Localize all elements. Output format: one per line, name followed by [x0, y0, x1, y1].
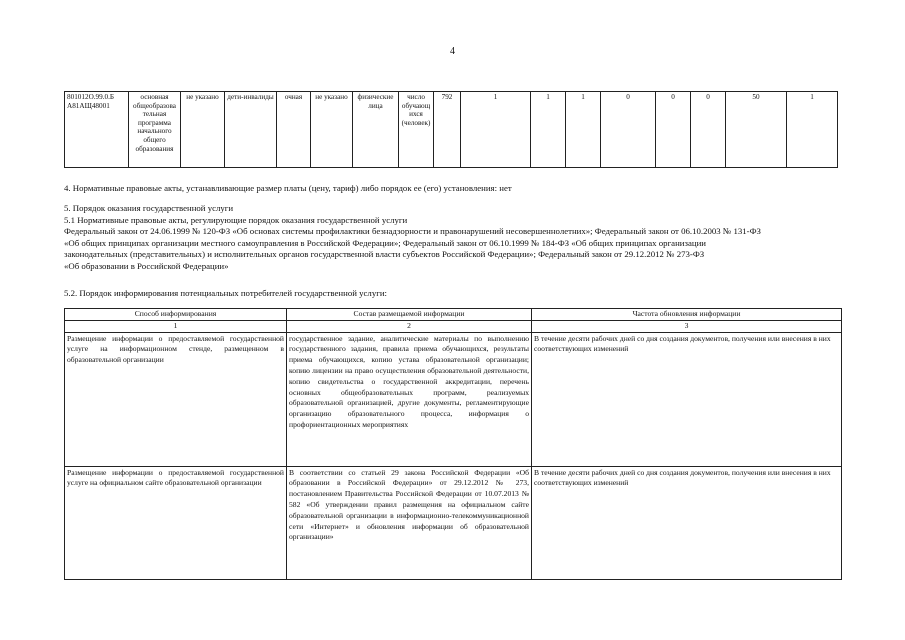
column-header: Частота обновления информации [532, 309, 842, 321]
consumer-cell: физические лица [353, 92, 399, 168]
column-number-row [65, 320, 842, 332]
registry-number-cell: 801012О.99.0.Б А81АЩ48001 [65, 92, 129, 168]
content-cell: государственное задание, аналитические материалы по выполнению государственного задания, правила приема обучающихся, результаты приема обучающихся, копию устава образовательной организации; копию лицензии на право осуществления образовательной деятельности, копию свидетельства о государственной аккредитации, перечень основных общеобразовательных программ, реализуемых образовательной организацией, другие документы, регламентирующие организацию образовательного процесса, информация о профориентационных мероприятиях [287, 332, 532, 466]
page-number: 4 [450, 46, 455, 57]
value-cell: 1 [531, 92, 566, 168]
category-cell: дети-инвалиды [225, 92, 277, 168]
frequency-cell: В течение десяти рабочих дней со дня создания документов, получения или внесения в них соответствующих изменений [532, 332, 842, 466]
method-cell: Размещение информации о предоставляемой государственной услуге на официальном сайте образовательной организации [65, 466, 287, 579]
law-line: Федеральный закон от 24.06.1999 № 120-ФЗ «Об основах системы профилактики безнадзорности и правонарушений несовершеннолетних»; Федеральный закон от 06.10.2003 № 131-ФЗ [64, 226, 761, 237]
program-cell: основная общеобразова тельная программа начального общего образования [129, 92, 181, 168]
table-cell: не указано [311, 92, 353, 168]
section-5-heading: 5. Порядок оказания государственной услуги [64, 203, 234, 213]
table-row [65, 92, 838, 168]
value-cell: 1 [787, 92, 838, 168]
content-cell: В соответствии со статьей 29 закона Российской Федерации «Об образовании в Российской Федерации» от 29.12.2012 № 273, постановлением Правительства Российской Федерации от 10.07.2013 № 582 «Об утверждении правил размещения на официальном сайте образовательной организации в информационно-телекоммуникационной сети «Интернет» и обновления информации об образовательной организации» [287, 466, 532, 579]
value-cell: 0 [656, 92, 691, 168]
law-line: «Об общих принципах организации местного самоуправления в Российской Федерации»; Федеральный закон от 06.10.1999 № 184-ФЗ «Об общих принципах организации [64, 237, 706, 248]
column-number: 2 [287, 320, 532, 332]
column-number: 1 [65, 320, 287, 332]
section-5-1-heading: 5.1 Нормативные правовые акты, регулирующие порядок оказания государственной услуги [64, 214, 408, 225]
section-5 [64, 203, 844, 273]
indicator-cell: число обучающ ихся (человек) [399, 92, 434, 168]
okei-code-cell: 792 [434, 92, 461, 168]
header-row [65, 309, 842, 321]
section-5-2-heading: 5.2. Порядок информирования потенциальных потребителей государственной услуги: [64, 288, 387, 298]
frequency-cell: В течение десяти рабочих дней со дня создания документов, получения или внесения в них соответствующих изменений [532, 466, 842, 579]
law-line: «Об образовании в Российской Федерации» [64, 260, 229, 271]
informing-table [64, 308, 842, 580]
service-registry-table [64, 91, 838, 168]
value-cell: 1 [566, 92, 601, 168]
section-4-text: 4. Нормативные правовые акты, устанавливающие размер платы (цену, тариф) либо порядок ее (его) установления: нет [64, 183, 512, 193]
value-cell: 0 [691, 92, 726, 168]
form-cell: очная [277, 92, 311, 168]
value-cell: 0 [601, 92, 656, 168]
table-cell: не указано [181, 92, 225, 168]
table-row [65, 332, 842, 466]
law-line: законодательных (представительных) и исполнительных органов государственной власти субъектов Российской Федерации»; Федеральный закон от 29.12.2012 № 273-ФЗ [64, 249, 705, 260]
column-header: Состав размещаемой информации [287, 309, 532, 321]
column-header: Способ информирования [65, 309, 287, 321]
table-row [65, 466, 842, 579]
column-number: 3 [532, 320, 842, 332]
value-cell: 50 [726, 92, 787, 168]
value-cell: 1 [461, 92, 531, 168]
method-cell: Размещение информации о предоставляемой государственной услуге на информационном стенде, размещенном в образовательной организации [65, 332, 287, 466]
